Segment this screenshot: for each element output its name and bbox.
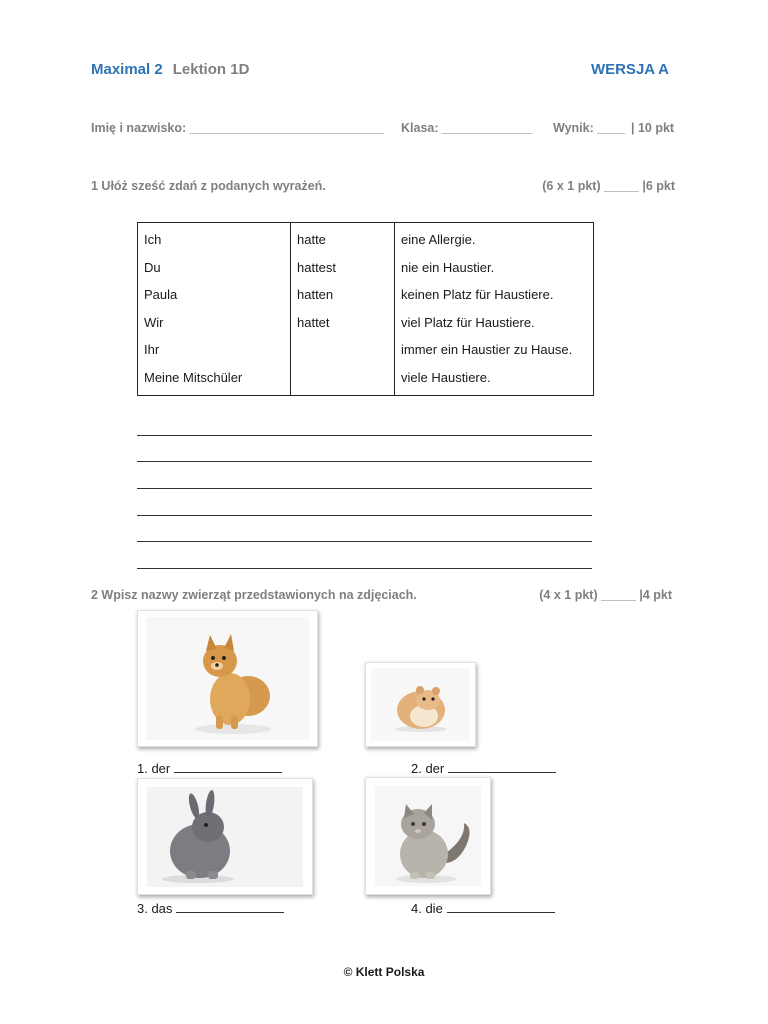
class-field[interactable]: Klasa: _____________ [401, 121, 533, 135]
dog-photo [137, 610, 318, 747]
hamster-icon [366, 663, 475, 746]
word-table [137, 222, 594, 396]
task1-points: (6 x 1 pkt) _____ |6 pkt [542, 179, 675, 193]
course-title: Maximal 2 [91, 61, 163, 78]
word-cell: immer ein Haustier zu Hause. [401, 342, 573, 358]
word-cell: Meine Mitschüler [144, 369, 243, 385]
caption-2-label: 2. der [411, 761, 445, 776]
task1-instruction: 1 Ułóż sześć zdań z podanych wyrażeń. [91, 179, 326, 193]
version-label: WERSJA A [590, 61, 669, 78]
rabbit-photo [137, 778, 313, 895]
caption-3-label: 3. das [137, 901, 173, 916]
word-cell: Ich [144, 232, 162, 247]
header-title [91, 61, 249, 78]
verbs-column [291, 223, 395, 396]
word-cell: hatte [297, 232, 326, 247]
score-max: | 10 pkt [631, 121, 675, 135]
word-cell: hatten [297, 287, 334, 303]
lesson-label: Lektion 1D [172, 61, 250, 78]
objects-column [395, 223, 594, 396]
caption-2 [411, 760, 556, 776]
word-cell: Ihr [144, 342, 160, 358]
cat-icon [366, 778, 490, 894]
answer-line-5[interactable] [137, 541, 592, 542]
answer-line-4[interactable] [137, 515, 592, 516]
dog-icon [138, 611, 317, 746]
score-field[interactable]: Wynik: ____ [553, 121, 626, 135]
word-cell: viele Haustiere. [401, 369, 491, 385]
hamster-photo [365, 662, 476, 747]
answer-line-6[interactable] [137, 568, 592, 569]
word-cell: hattest [297, 259, 337, 275]
task2-instruction: 2 Wpisz nazwy zwierząt przedstawionych na zdjęciach. [91, 588, 417, 602]
caption-1-label: 1. der [137, 761, 171, 776]
word-cell: Paula [144, 287, 178, 303]
caption-4 [411, 900, 555, 916]
caption-3 [137, 900, 284, 916]
word-cell: nie ein Haustier. [401, 259, 495, 275]
caption-1 [137, 760, 282, 776]
rabbit-icon [138, 779, 312, 894]
task2-points: (4 x 1 pkt) _____ |4 pkt [539, 588, 672, 602]
caption-4-label: 4. die [411, 901, 443, 916]
word-cell: hattet [297, 314, 330, 330]
word-cell: viel Platz für Haustiere. [401, 314, 535, 330]
answer-blank-1[interactable] [174, 760, 282, 773]
answer-line-3[interactable] [137, 488, 592, 489]
name-field[interactable]: Imię i nazwisko: ____________________________ [91, 121, 385, 135]
answer-line-1[interactable] [137, 435, 592, 436]
subjects-column [138, 223, 291, 396]
answer-blank-4[interactable] [447, 900, 555, 913]
word-cell: eine Allergie. [401, 232, 476, 247]
word-cell: Du [144, 259, 161, 275]
footer-copyright: © Klett Polska [343, 965, 425, 979]
cat-photo [365, 777, 491, 895]
word-cell: Wir [144, 314, 164, 330]
word-cell: keinen Platz für Haustiere. [401, 287, 554, 303]
answer-line-2[interactable] [137, 461, 592, 462]
answer-blank-2[interactable] [448, 760, 556, 773]
answer-blank-3[interactable] [176, 900, 284, 913]
